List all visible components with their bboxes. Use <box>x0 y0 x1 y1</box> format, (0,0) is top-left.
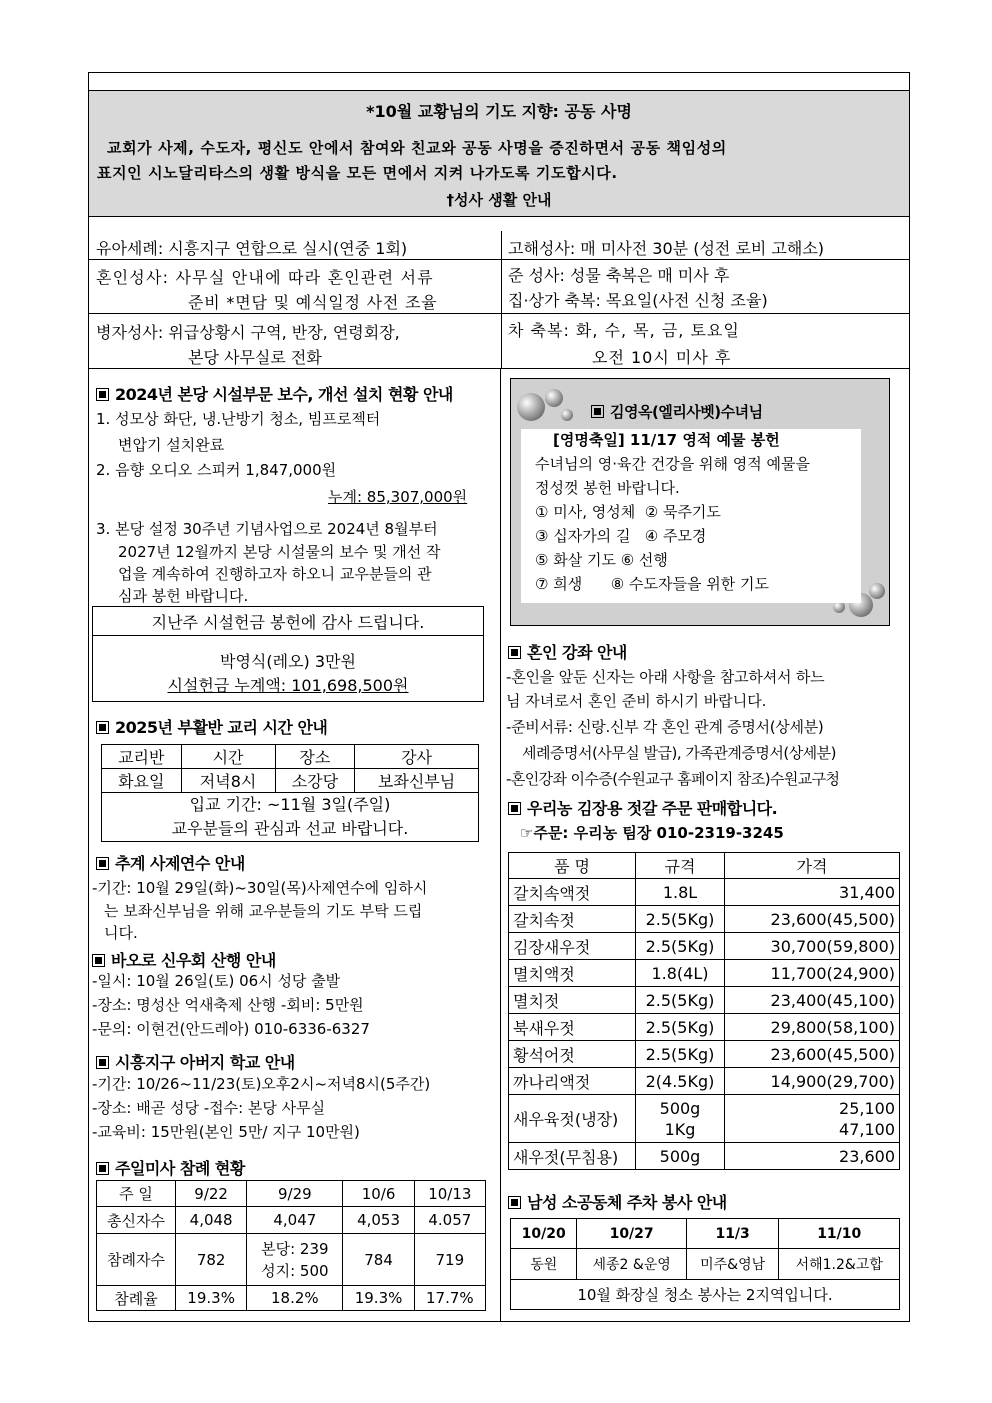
retreat-line-2: 는 보좌신부님을 위해 교우분들의 기도 부탁 드립 <box>104 902 423 920</box>
facility-item-3d: 심과 봉헌 바랍니다. <box>118 587 249 605</box>
kimjang-item-name: 까나리액젓 <box>509 1068 636 1095</box>
parking-section-title: 남성 소공동체 주차 봉사 안내 <box>508 1190 727 1213</box>
column-divider <box>500 368 501 1322</box>
easter-header-place: 장소 <box>275 745 355 769</box>
kimjang-item-spec: 2.5(5Kg) <box>636 933 725 960</box>
total-members-value: 4,048 <box>176 1207 247 1234</box>
kimjang-item-price: 11,700(24,900) <box>725 960 900 987</box>
kimjang-item-spec: 2.5(5Kg) <box>636 1014 725 1041</box>
prayer-line-2: 표지인 시노달리타스의 생활 방식을 모든 면에서 지켜 나가도록 기도합시다. <box>97 164 618 182</box>
attendance-rate-label: 참례율 <box>97 1286 176 1311</box>
memorial-list-2: ③ 십자가의 길 ④ 주모경 <box>535 527 707 545</box>
prayer-line-1: 교회가 사제, 수도자, 평신도 안에서 참여와 친교와 공동 사명을 증진하면서 공동 책임성의 <box>107 139 727 157</box>
attendance-rate-value: 18.2% <box>247 1286 343 1311</box>
kimjang-frozen-spec <box>636 1095 725 1143</box>
kimjang-item-spec: 2.5(5Kg) <box>636 906 725 933</box>
square-bullet-icon <box>96 1162 109 1175</box>
father-school-fee: -교육비: 15만원(본인 5만/ 지구 10만원) <box>92 1123 360 1141</box>
kimjang-item-price: 23,600 <box>725 1143 900 1170</box>
baptism-info: 유아세례: 시흥지구 연합으로 실시(연중 1회) <box>96 239 408 258</box>
easter-period: 입교 기간: ~11월 3일(주일) <box>189 795 391 814</box>
attendance-rate-value: 19.3% <box>343 1286 414 1311</box>
facility-item-1b: 변압기 설치완료 <box>118 436 225 454</box>
marriage-info-2: 준비 *면담 및 예식일정 사전 조율 <box>188 293 438 312</box>
memorial-frame <box>510 378 890 626</box>
parking-table <box>510 1218 900 1310</box>
memorial-title: 김영옥(엘리사벳)수녀님 <box>591 401 763 422</box>
square-bullet-icon <box>96 857 109 870</box>
easter-section-title: 2025년 부활반 교리 시간 안내 <box>96 715 327 738</box>
trip-section-title: 바오로 신우회 산행 안내 <box>92 948 276 971</box>
attendance-section-title: 주일미사 참례 현황 <box>96 1156 245 1179</box>
grid-line <box>89 313 909 314</box>
kimjang-item-price: 23,600(45,500) <box>725 1041 900 1068</box>
wedding-course-line-3: -준비서류: 신랑.신부 각 혼인 관계 증명서(상세분) <box>506 718 824 736</box>
memorial-list-4: ⑦ 희생 ⑧ 수도자들을 위한 기도 <box>535 575 769 593</box>
donation-divider <box>93 635 483 636</box>
retreat-line-1: -기간: 10월 29일(화)~30일(목)사제연수에 임하시 <box>92 879 428 897</box>
parking-group: 서해1.2&고합 <box>779 1249 900 1280</box>
prayer-box <box>89 90 909 186</box>
easter-header-time: 시간 <box>181 745 275 769</box>
donation-total: 시설헌금 누계액: 101,698,500원 <box>167 676 409 695</box>
total-members-value: 4,053 <box>343 1207 414 1234</box>
kimjang-item-name: 북새우젓 <box>509 1014 636 1041</box>
attendance-count-label: 참례자수 <box>97 1234 176 1286</box>
attendance-count-value: 719 <box>414 1234 485 1286</box>
confession-info: 고해성사: 매 미사전 30분 (성전 로비 고해소) <box>508 239 825 258</box>
facility-item-3a: 3. 본당 설정 30주년 기념사업으로 2024년 8월부터 <box>96 520 438 538</box>
total-members-value: 4,047 <box>247 1207 343 1234</box>
grid-line <box>501 231 502 368</box>
donation-box <box>92 606 484 702</box>
attendance-count-split <box>247 1234 343 1286</box>
easter-place: 소강당 <box>275 769 355 793</box>
parking-group: 세종2 &운영 <box>577 1249 686 1280</box>
sacraments-title: †성사 생활 안내 <box>89 185 909 217</box>
kimjang-header-name: 품 명 <box>509 853 636 879</box>
parking-group: 미주&영남 <box>686 1249 779 1280</box>
parking-date: 11/10 <box>779 1219 900 1249</box>
attendance-header: 주 일 <box>97 1181 176 1207</box>
kimjang-item-name: 김장새우젓 <box>509 933 636 960</box>
kimjang-item-name: 멸치젓 <box>509 987 636 1014</box>
kimjang-item-price: 31,400 <box>725 879 900 906</box>
attendance-date: 9/22 <box>176 1181 247 1207</box>
father-school-section-title: 시흥지구 아버지 학교 안내 <box>96 1050 295 1073</box>
easter-header-class: 교리반 <box>102 745 182 769</box>
decorative-orb-icon <box>517 393 545 421</box>
easter-time: 저녁8시 <box>181 769 275 793</box>
parking-group: 동원 <box>511 1249 577 1280</box>
kimjang-item-spec: 2(4.5Kg) <box>636 1068 725 1095</box>
kimjang-header-spec: 규격 <box>636 853 725 879</box>
trip-place: -장소: 명성산 억새축제 산행 -회비: 5만원 <box>92 996 364 1014</box>
marriage-info-1: 혼인성사: 사무실 안내에 따라 혼인관련 서류 <box>96 268 434 287</box>
prayer-title: *10월 교황님의 기도 지향: 공동 사명 <box>366 102 632 121</box>
memorial-body-2: 정성껏 봉헌 바랍니다. <box>535 479 680 497</box>
father-school-period: -기간: 10/26~11/23(토)오후2시~저녁8시(5주간) <box>92 1075 431 1093</box>
kimjang-header-price: 가격 <box>725 853 900 879</box>
kimjang-item-spec: 1.8(4L) <box>636 960 725 987</box>
attendance-date: 10/6 <box>343 1181 414 1207</box>
attendance-rate-value: 19.3% <box>176 1286 247 1311</box>
square-bullet-icon <box>508 646 521 659</box>
easter-header-speaker: 강사 <box>355 745 479 769</box>
parking-date: 11/3 <box>686 1219 779 1249</box>
kimjang-item-name: 갈치속젓 <box>509 906 636 933</box>
wedding-course-line-4: 세례증명서(사무실 발급), 가족관계증명서(상세분) <box>522 744 837 762</box>
father-school-place: -장소: 배곧 성당 -접수: 본당 사무실 <box>92 1099 326 1117</box>
facility-item-2: 2. 음향 오디오 스피커 1,847,000원 <box>96 461 337 479</box>
kimjang-item-price: 30,700(59,800) <box>725 933 900 960</box>
facility-cumulative: 누계: 85,307,000원 <box>328 488 468 506</box>
kimjang-item-price: 29,800(58,100) <box>725 1014 900 1041</box>
retreat-section-title: 추계 사제연수 안내 <box>96 851 245 874</box>
easter-table <box>101 744 479 842</box>
sick-info-1: 병자성사: 위급상황시 구역, 반장, 연령회장, <box>96 323 400 342</box>
attendance-count-shrine: 성지: 500 <box>261 1261 329 1280</box>
wedding-course-line-2: 님 자녀로서 혼인 준비 하시기 바랍니다. <box>506 692 767 710</box>
memorial-list-3: ⑤ 화살 기도 ⑥ 선행 <box>535 551 668 569</box>
blessing-info-1: 준 성사: 성물 축복은 매 미사 후 <box>508 266 730 285</box>
trip-date: -일시: 10월 26일(토) 06시 성당 출발 <box>92 972 341 990</box>
sick-info-2: 본당 사무실로 전화 <box>188 348 322 367</box>
square-bullet-icon <box>508 802 521 815</box>
square-bullet-icon <box>96 721 109 734</box>
square-bullet-icon <box>96 1056 109 1069</box>
facility-section-title: 2024년 본당 시설부문 보수, 개선 설치 현황 안내 <box>96 382 453 405</box>
attendance-count-parish: 본당: 239 <box>261 1239 329 1258</box>
kimjang-frozen-spec-1: 500g <box>659 1098 701 1118</box>
memorial-subtitle: [영명축일] 11/17 영적 예물 봉헌 <box>553 431 780 449</box>
attendance-rate-value: 17.7% <box>414 1286 485 1311</box>
memorial-list-1: ① 미사, 영성체 ② 묵주기도 <box>535 503 721 521</box>
square-bullet-icon <box>508 1196 521 1209</box>
decorative-orb-icon <box>869 583 885 599</box>
kimjang-item-spec: 500g <box>636 1143 725 1170</box>
facility-item-3c: 업을 계속하여 진행하고자 하오니 교우분들의 관 <box>118 565 432 583</box>
parking-date: 10/27 <box>577 1219 686 1249</box>
attendance-table <box>96 1180 486 1311</box>
attendance-date: 9/29 <box>247 1181 343 1207</box>
kimjang-frozen-price-2: 47,100 <box>839 1119 895 1139</box>
wedding-course-line-1: -혼인을 앞둔 신자는 아래 사항을 참고하셔서 하느 <box>506 668 825 686</box>
kimjang-item-price: 23,600(45,500) <box>725 906 900 933</box>
donation-thanks: 지난주 시설헌금 봉헌에 감사 드립니다. <box>151 613 425 632</box>
kimjang-table <box>508 852 900 1170</box>
blessing-info-2: 집·상가 축복: 목요일(사전 신청 조율) <box>508 291 768 310</box>
kimjang-item-name: 멸치액젓 <box>509 960 636 987</box>
decorative-orb-icon <box>561 409 573 421</box>
wedding-course-line-5: -혼인강좌 이수증(수원교구 홈페이지 참조)수원교구청 <box>506 770 840 788</box>
grid-line <box>89 368 909 369</box>
car-blessing-2: 오전 10시 미사 후 <box>592 348 732 367</box>
square-bullet-icon <box>96 388 109 401</box>
attendance-count-value: 784 <box>343 1234 414 1286</box>
easter-notes <box>102 793 479 842</box>
parking-note: 10월 화장실 청소 봉사는 2지역입니다. <box>511 1280 900 1310</box>
square-bullet-icon <box>591 405 604 418</box>
attendance-count-value: 782 <box>176 1234 247 1286</box>
kimjang-frozen-name: 새우육젓(냉장) <box>509 1095 636 1143</box>
facility-item-1a: 1. 성모상 화단, 냉.난방기 청소, 빔프로젝터 <box>96 410 381 428</box>
attendance-date: 10/13 <box>414 1181 485 1207</box>
kimjang-frozen-price-1: 25,100 <box>839 1098 895 1118</box>
retreat-line-3: 니다. <box>104 924 138 942</box>
easter-speaker: 보좌신부님 <box>355 769 479 793</box>
kimjang-item-spec: 2.5(5Kg) <box>636 1041 725 1068</box>
easter-note: 교우분들의 관심과 선교 바랍니다. <box>171 819 409 838</box>
memorial-body-1: 수녀님의 영·육간 건강을 위해 영적 예물을 <box>535 455 810 473</box>
kimjang-item-name: 황석어젓 <box>509 1041 636 1068</box>
trip-contact: -문의: 이현건(안드레아) 010-6336-6327 <box>92 1020 370 1038</box>
kimjang-order: ☞주문: 우리농 팀장 010-2319-3245 <box>520 824 784 842</box>
kimjang-section-title: 우리농 김장용 젓갈 주문 판매합니다. <box>508 796 777 819</box>
kimjang-frozen-spec-2: 1Kg <box>664 1119 696 1139</box>
donation-donor: 박영식(레오) 3만원 <box>220 652 356 671</box>
car-blessing-1: 차 축복: 화, 수, 목, 금, 토요일 <box>508 321 740 340</box>
kimjang-item-name: 갈치속액젓 <box>509 879 636 906</box>
kimjang-frozen-price <box>725 1095 900 1143</box>
kimjang-item-price: 14,900(29,700) <box>725 1068 900 1095</box>
decorative-orb-icon <box>545 389 563 407</box>
facility-item-3b: 2027년 12월까지 본당 시설물의 보수 및 개선 작 <box>118 543 441 561</box>
total-members-value: 4.057 <box>414 1207 485 1234</box>
parking-date: 10/20 <box>511 1219 577 1249</box>
kimjang-item-name: 새우젓(무침용) <box>509 1143 636 1170</box>
easter-day: 화요일 <box>102 769 182 793</box>
kimjang-item-spec: 1.8L <box>636 879 725 906</box>
grid-line <box>89 259 909 260</box>
wedding-course-section-title: 혼인 강좌 안내 <box>508 640 627 663</box>
square-bullet-icon <box>92 954 105 967</box>
kimjang-item-price: 23,400(45,100) <box>725 987 900 1014</box>
total-members-label: 총신자수 <box>97 1207 176 1234</box>
kimjang-item-spec: 2.5(5Kg) <box>636 987 725 1014</box>
